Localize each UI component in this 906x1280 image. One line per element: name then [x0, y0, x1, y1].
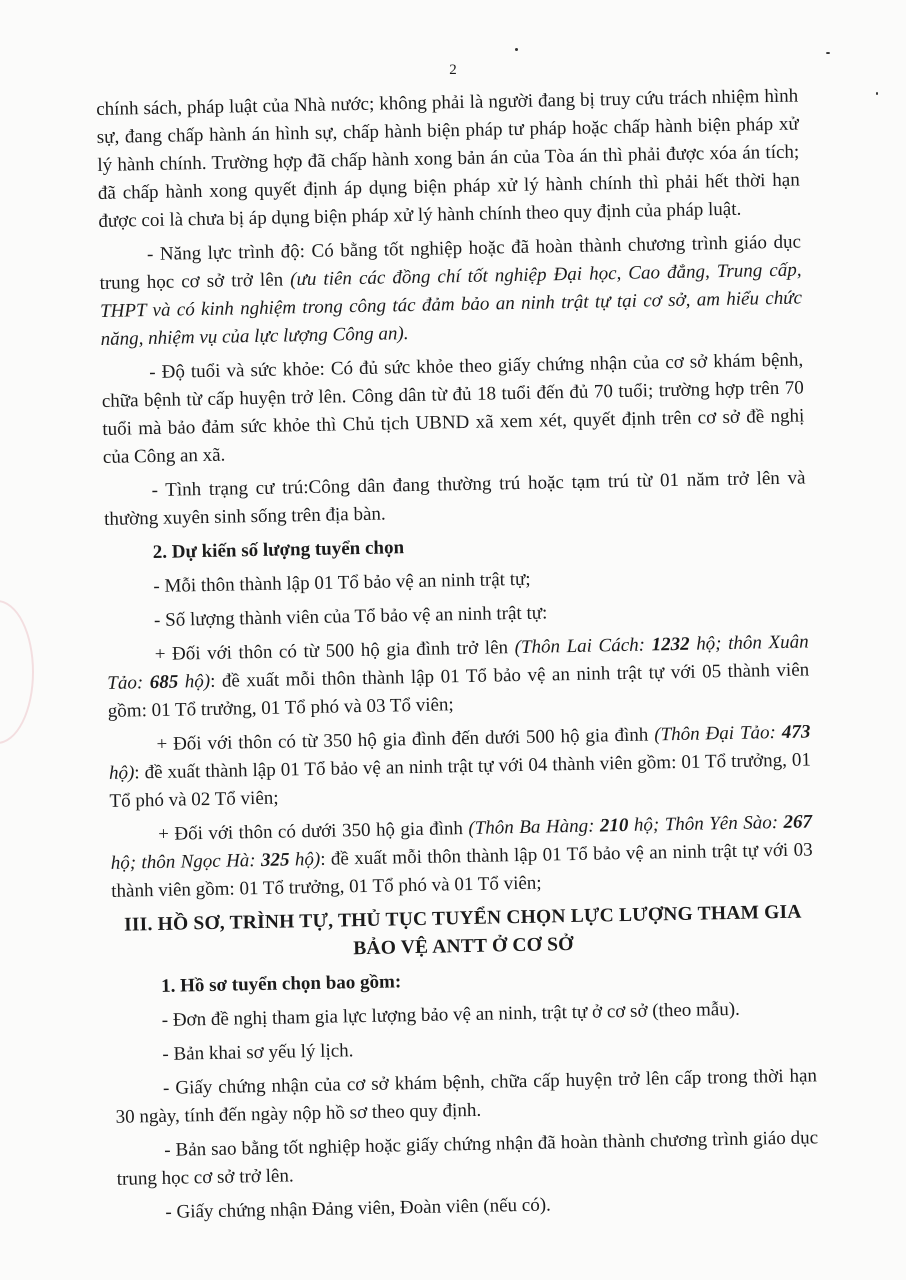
list-item: - Bản sao bằng tốt nghiệp hoặc giấy chứng nhận đã hoàn thành chương trình giáo dục trung học cơ sở trở lên. — [116, 1127, 819, 1190]
scan-speck — [826, 52, 830, 54]
text-run: hộ) — [289, 848, 321, 871]
paragraph-one-team: - Mỗi thôn thành lập 01 Tổ bảo vệ an ninh trật tự; — [153, 568, 531, 597]
paragraph-500-households — [106, 628, 809, 725]
text-run: (Thôn Lai Cách: — [514, 634, 652, 659]
page-number: 2 — [449, 62, 457, 78]
list-item: - Giấy chứng nhận Đảng viên, Đoàn viên (nếu có). — [165, 1194, 552, 1223]
qualification-note: (ưu tiên các đồng chí tốt nghiệp Đại học, Cao đẳng, Trung cấp, THPT và có kinh nghiệm trong công tác đảm bảo an ninh trật tự tại cơ sở, am hiểu chức năng, nhiệm vụ của lực lượng Công an). — [99, 259, 803, 350]
text-run: hộ; thôn Xuân Tảo: — [107, 631, 809, 694]
list-item: - Bản khai sơ yếu lý lịch. — [162, 1040, 354, 1065]
paragraph-age-health: - Độ tuổi và sức khỏe: Có đủ sức khỏe theo giấy chứng nhận của cơ sở khám bệnh, chữa bệnh từ cấp huyện trở lên. Công dân từ đủ 18 tuổi đến đủ 70 tuổi; trường hợp trên 70 tuổi mà bảo đảm sức khỏe thì Chủ tịch UBND xã xem xét, quyết định trên cơ sở đề nghị của Công an xã. — [101, 349, 805, 468]
paragraph: chính sách, pháp luật của Nhà nước; không phải là người đang bị truy cứu trách nhiệm hình sự, đang chấp hành án hình sự, chấp hành biện pháp tư pháp hoặc chấp hành biện pháp xử lý hành chính. Trường hợp đã chấp hành xong bản án của Tòa án thì phải được xóa án tích; đã chấp hành xong quyết định áp dụng biện pháp xử lý hành chính thì phải hết thời hạn được coi là chưa bị áp dụng biện pháp xử lý hành chính theo quy định của pháp luật. — [96, 85, 800, 232]
text-run: (Thôn Ba Hàng: — [468, 815, 601, 839]
list-item: - Đơn đề nghị tham gia lực lượng bảo vệ an ninh, trật tự ở cơ sở (theo mẫu). — [161, 998, 741, 1031]
paragraph-qualification — [99, 228, 803, 353]
text-run: : đề xuất mỗi thôn thành lập 01 Tổ bảo vệ an ninh trật tự với 05 thành viên gồm: 01 Tổ trưởng, 01 Tổ phó và 03 Tổ viên; — [107, 659, 810, 722]
section-heading-iii: III. HỒ SƠ, TRÌNH TỰ, THỦ TỤC TUYỂN CHỌN LỰC LƯỢNG THAM GIA BẢO VỆ ANTT Ở CƠ SỞ — [123, 901, 802, 960]
household-count: 1232 — [651, 633, 690, 656]
text-run: + Đối với thôn có từ 500 hộ gia đình trở lên — [154, 637, 515, 665]
household-count: 685 — [149, 671, 179, 694]
text-run: hộ) — [178, 670, 211, 693]
paragraph-under-350-households — [110, 808, 813, 905]
stamp-fragment — [0, 600, 34, 744]
heading-expected-quantity: 2. Dự kiến số lượng tuyển chọn — [152, 537, 405, 563]
household-count: 267 — [783, 811, 813, 833]
text-run: + Đối với thôn có dưới 350 hộ gia đình — [157, 817, 469, 845]
qualification-text: - Năng lực trình độ: Có bằng tốt nghiệp hoặc đã hoàn thành chương trình giáo dục trung học cơ sở trở lên — [99, 231, 802, 294]
household-count: 473 — [781, 721, 811, 743]
document-body — [96, 83, 820, 1234]
paragraph-residence: - Tình trạng cư trú:Công dân đang thường trú hoặc tạm trú từ 01 năm trở lên và thường xuyên sinh sống trên địa bàn. — [103, 467, 806, 530]
scan-speck — [515, 48, 518, 51]
text-run: hộ; Thôn Yên Sào: — [628, 811, 784, 836]
household-count: 325 — [260, 849, 290, 871]
text-run: hộ; thôn Ngọc Hà: — [110, 849, 262, 874]
paragraph-350-500-households — [108, 718, 811, 815]
text-run: + Đối với thôn có từ 350 hộ gia đình đến dưới 500 hộ gia đình — [156, 724, 655, 755]
list-item: - Giấy chứng nhận của cơ sở khám bệnh, chữa cấp huyện trở lên cấp trong thời hạn 30 ngày, tính đến ngày nộp hồ sơ theo quy định. — [115, 1065, 818, 1128]
heading-dossier: 1. Hồ sơ tuyển chọn bao gồm: — [160, 971, 402, 997]
text-run: hộ) — [108, 762, 135, 784]
paragraph-member-count: - Số lượng thành viên của Tổ bảo vệ an ninh trật tự: — [153, 602, 548, 631]
text-run: (Thôn Đại Tảo: — [654, 721, 783, 746]
household-count: 210 — [599, 814, 629, 837]
scan-speck — [876, 92, 878, 95]
text-run: : đề xuất thành lập 01 Tổ bảo vệ an ninh trật tự với 04 thành viên gồm: 01 Tổ trưởng, 01 Tổ phó và 02 Tổ viên; — [109, 749, 812, 812]
text-run: : đề xuất mỗi thôn thành lập 01 Tổ bảo vệ an ninh trật tự với 03 thành viên gồm: 01 Tổ trưởng, 01 Tổ phó và 01 Tổ viên; — [111, 839, 813, 902]
